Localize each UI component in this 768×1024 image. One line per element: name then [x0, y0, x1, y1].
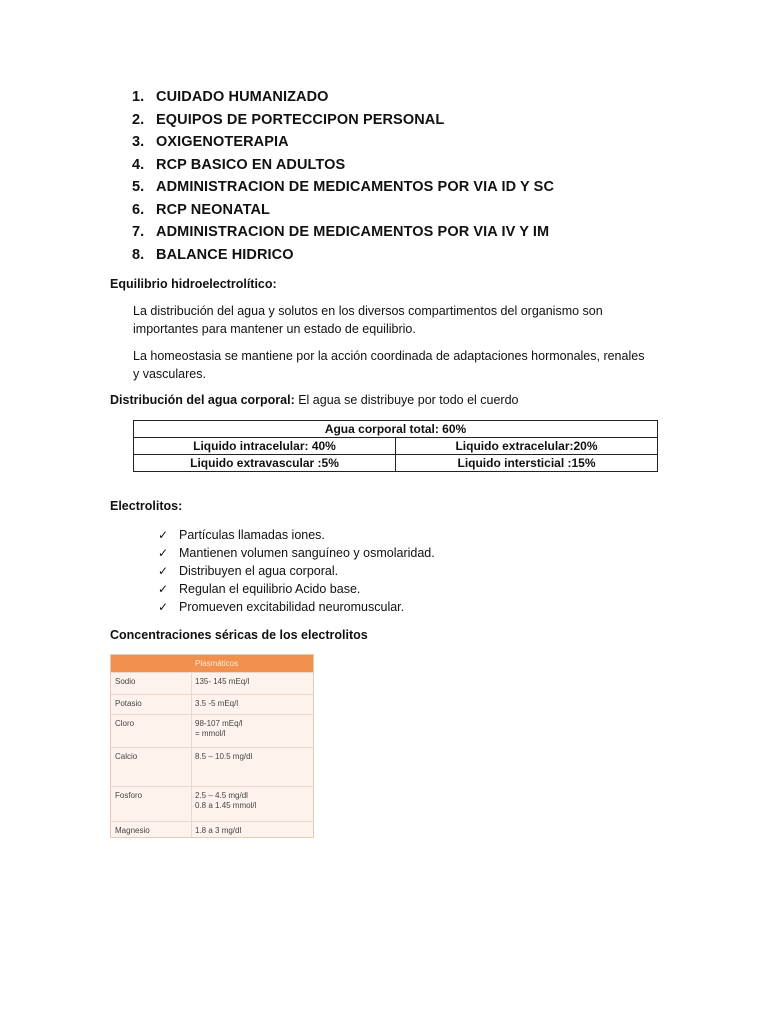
list-item: ✓ Mantienen volumen sanguíneo y osmolaridad. [158, 546, 435, 560]
equilibrio-heading: Equilibrio hidroelectrolítico: [110, 277, 277, 291]
table-row [134, 421, 658, 438]
electrolyte-name: Calcio [115, 752, 138, 761]
table-row [134, 455, 658, 472]
electrolyte-name: Magnesio [115, 826, 150, 835]
topic-item: 3. OXIGENOTERAPIA [132, 134, 289, 150]
equilibrio-paragraph-1: La distribución del agua y solutos en los diversos compartimentos del organismo son importantes para mantener un estado de equilibrio. [133, 304, 603, 336]
concentraciones-heading: Concentraciones séricas de los electrolitos [110, 628, 368, 642]
list-item: ✓ Promueven excitabilidad neuromuscular. [158, 600, 405, 614]
water-total-cell: Agua corporal total: 60% [134, 421, 658, 438]
equilibrio-paragraph-2: La homeostasia se mantiene por la acción coordinada de adaptaciones hormonales, renales y vasculares. [133, 349, 645, 381]
list-item: ✓ Distribuyen el agua corporal. [158, 564, 339, 578]
table-row [134, 438, 658, 455]
topic-item: 6. RCP NEONATAL [132, 201, 270, 218]
table-row [111, 714, 313, 747]
electrolyte-value: 3.5 -5 mEq/l [195, 699, 239, 708]
check-mark-icon: ✓ [158, 528, 169, 542]
check-mark-icon: ✓ [158, 582, 169, 596]
serum-header-label: Plasmáticos [195, 659, 239, 668]
electrolyte-value: 2.5 – 4.5 mg/dl 0.8 a 1.45 mmol/l [195, 791, 257, 810]
table-row [111, 747, 313, 786]
topic-item: 8. BALANCE HIDRICO [132, 246, 294, 263]
topic-item: 5. ADMINISTRACION DE MEDICAMENTOS POR VIA ID Y SC [132, 179, 555, 195]
list-item: ✓ Partículas llamadas iones. [158, 528, 325, 542]
list-item: ✓ Regulan el equilibrio Acido base. [158, 582, 361, 596]
table-row [111, 821, 313, 842]
table-cell: Liquido extravascular :5% [134, 455, 396, 472]
electrolitos-heading: Electrolitos: [110, 499, 183, 513]
electrolyte-name: Potasio [115, 699, 142, 708]
electrolyte-value: 8.5 – 10.5 mg/dl [195, 752, 253, 761]
table-cell: Liquido intersticial :15% [396, 455, 658, 472]
table-row [111, 672, 313, 694]
electrolyte-value: 1.8 a 3 mg/dl [195, 826, 242, 835]
topic-item: 2. EQUIPOS DE PORTECCIPON PERSONAL [132, 111, 445, 128]
table-cell: Liquido intracelular: 40% [134, 438, 396, 455]
distribucion-line [110, 393, 519, 407]
water-distribution-table [133, 420, 658, 472]
electrolyte-name: Fosforo [115, 791, 143, 800]
electrolyte-name: Cloro [115, 719, 135, 728]
topic-item: 1. CUIDADO HUMANIZADO [132, 89, 329, 105]
electrolyte-value: 135- 145 mEq/l [195, 677, 250, 686]
check-mark-icon: ✓ [158, 564, 169, 578]
electrolitos-list [158, 526, 435, 616]
distribucion-label: Distribución del agua corporal: [110, 393, 295, 407]
topic-item: 7. ADMINISTRACION DE MEDICAMENTOS POR VIA IV Y IM [132, 224, 550, 240]
electrolyte-name: Sodio [115, 677, 136, 686]
check-mark-icon: ✓ [158, 546, 169, 560]
distribucion-text: El agua se distribuye por todo el cuerdo [294, 393, 519, 407]
topic-list [132, 86, 554, 266]
serum-table-header [111, 655, 313, 672]
serum-electrolytes-table [110, 654, 314, 838]
topic-item: 4. RCP BASICO EN ADULTOS [132, 156, 346, 173]
table-row [111, 786, 313, 821]
electrolyte-value: 98-107 mEq/l = mmol/l [195, 719, 243, 738]
table-row [111, 694, 313, 714]
check-mark-icon: ✓ [158, 600, 169, 614]
table-cell: Liquido extracelular:20% [396, 438, 658, 455]
